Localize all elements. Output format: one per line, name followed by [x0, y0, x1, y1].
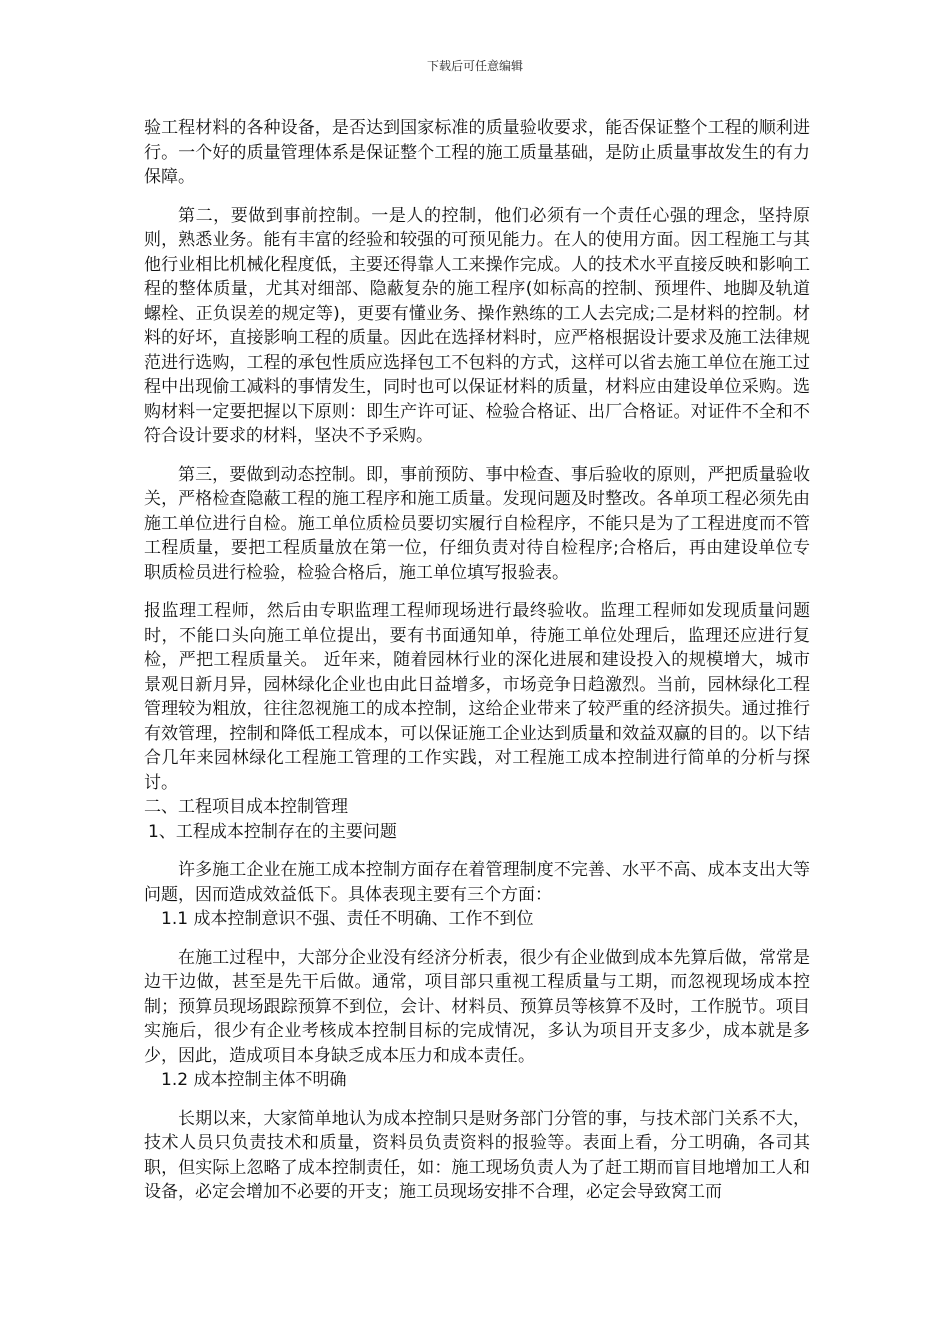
- paragraph-5: 许多施工企业在施工成本控制方面存在着管理制度不完善、水平不高、成本支出大等问题，因而造成效益低下。具体表现主要有三个方面：: [144, 860, 810, 905]
- paragraph-6: 在施工过程中，大部分企业没有经济分析表，很少有企业做到成本先算后做，常常是边干边做，甚至是先干后做。通常，项目部只重视工程质量与工期，而忽视现场成本控制；预算员现场跟踪预算不到位，会计、材料员、预算员等核算不及时，工作脱节。项目实施后，很少有企业考核成本控制目标的完成情况，多认为项目开支多少，成本就是多少，因此，造成项目本身缺乏成本压力和成本责任。: [144, 947, 810, 1066]
- paragraph-4: 报监理工程师，然后由专职监理工程师现场进行最终验收。监理工程师如发现质量问题时，不能口头向施工单位提出，要有书面通知单，待施工单位处理后，监理还应进行复检，严把工程质量关。 近年来，随着园林行业的深化进展和建设投入的规模增大，城市景观日新月异，园林绿化企业也由此日益增多，市场竞争日趋激烈。当前，园林绿化工程管理较为粗放，往往忽视施工的成本控制，这给企业带来了较严重的经济损失。通过推行有效管理，控制和降低工程成本，可以保证施工企业达到质量和效益双赢的目的。以下结合几年来园林绿化工程施工管理的工作实践，对工程施工成本控制进行简单的分析与探讨。: [144, 601, 810, 793]
- paragraph-2: 第二，要做到事前控制。一是人的控制，他们必须有一个责任心强的理念，坚持原则，熟悉业务。能有丰富的经验和较强的可预见能力。在人的使用方面。因工程施工与其他行业相比机械化程度低，主要还得靠人工来操作完成。人的技术水平直接反映和影响工程的整体质量，尤其对细部、隐蔽复杂的施工程序(如标高的控制、预埋件、地脚及轨道螺栓、正负误差的规定等)，更要有懂业务、操作熟练的工人去完成;二是材料的控制。材料的好坏，直接影响工程的质量。因此在选择材料时，应严格根据设计要求及施工法律规范进行选购，工程的承包性质应选择包工不包料的方式，这样可以省去施工单位在施工过程中出现偷工减料的事情发生，同时也可以保证材料的质量，材料应由建设单位采购。选购材料一定要把握以下原则：即生产许可证、检验合格证、出厂合格证。对证件不全和不符合设计要求的材料，坚决不予采购。: [144, 205, 810, 446]
- section-heading: 二、工程项目成本控制管理: [144, 797, 348, 817]
- paragraph-7: 长期以来，大家简单地认为成本控制只是财务部门分管的事，与技术部门关系不大，技术人员只负责技术和质量，资料员负责资料的报验等。表面上看，分工明确，各司其职，但实际上忽略了成本控制责任，如：施工现场负责人为了赶工期而盲目地增加工人和设备，必定会增加不必要的开支；施工员现场安排不合理，必定会导致窝工而: [144, 1108, 810, 1202]
- subheading-1-2: 1.2 成本控制主体不明确: [161, 1070, 347, 1090]
- paragraph-3: 第三，要做到动态控制。即，事前预防、事中检查、事后验收的原则，严把质量验收关，严格检查隐蔽工程的施工程序和施工质量。发现问题及时整改。各单项工程必须先由施工单位进行自检。施工单位质检员要切实履行自检程序，不能只是为了工程进度而不管工程质量，要把工程质量放在第一位，仔细负责对待自检程序;合格后，再由建设单位专职质检员进行检验，检验合格后，施工单位填写报验表。: [144, 464, 810, 583]
- paragraph-1: 验工程材料的各种设备，是否达到国家标准的质量验收要求，能否保证整个工程的顺利进行。一个好的质量管理体系是保证整个工程的施工质量基础，是防止质量事故发生的有力保障。: [144, 118, 810, 187]
- document-body: [144, 116, 810, 1205]
- subsection-heading: 1、工程成本控制存在的主要问题: [148, 821, 397, 842]
- page-header: 下载后可任意编辑: [426, 59, 523, 73]
- subheading-1-1: 1.1 成本控制意识不强、责任不明确、工作不到位: [161, 909, 534, 929]
